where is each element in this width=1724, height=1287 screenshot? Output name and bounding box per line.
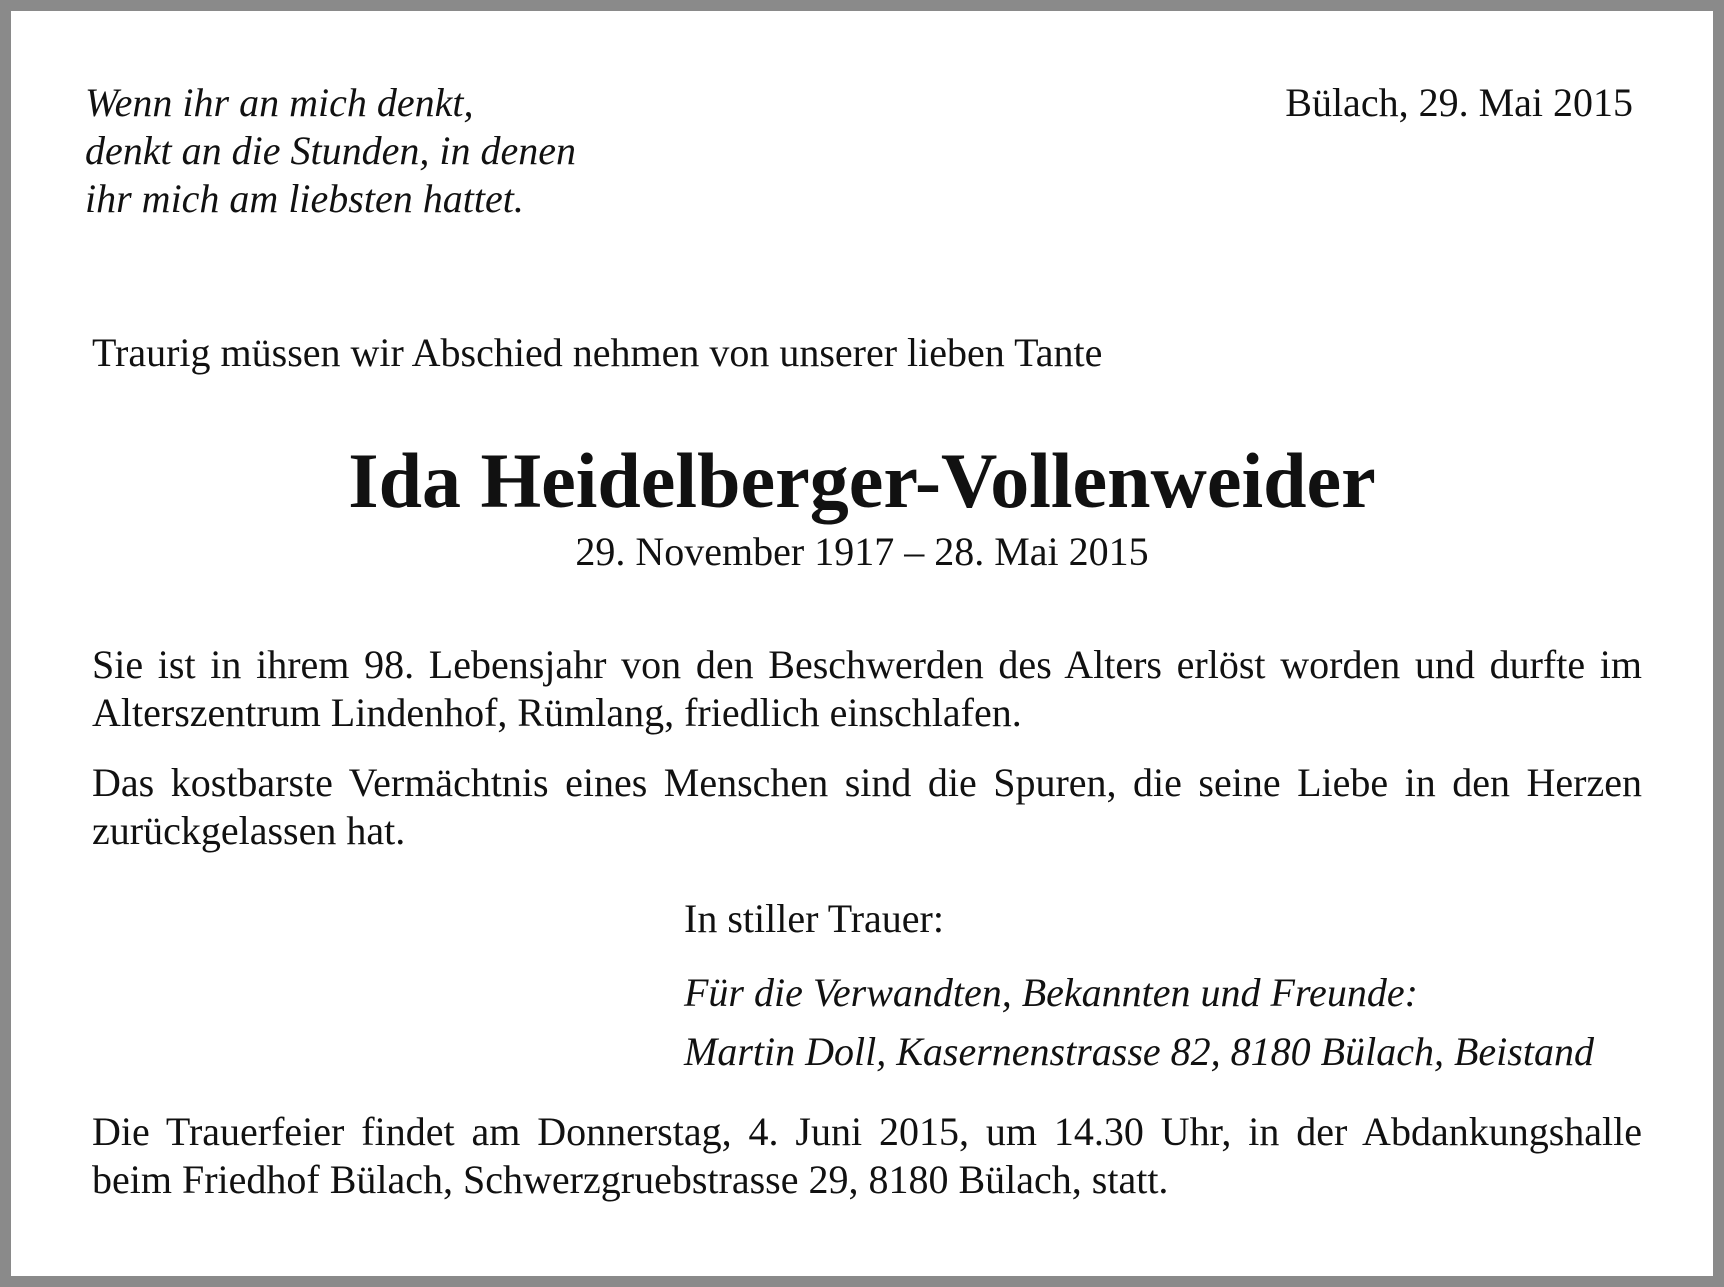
place-and-date: Bülach, 29. Mai 2015 [1285,80,1633,125]
obituary-page [11,11,1713,1276]
service-details: Die Trauerfeier findet am Donnerstag, 4. Juni 2015, um 14.30 Uhr, in der Abdankungshalle beim Friedhof Bülach, Schwerzgruebstrasse 29, 8180 Bülach, statt. [92,1109,1642,1202]
life-dates: 29. November 1917 – 28. Mai 2015 [575,529,1149,574]
quote-line: Wenn ihr an mich denkt, [85,80,474,125]
memorial-quote [85,79,576,223]
paragraph-passing: Sie ist in ihrem 98. Lebensjahr von den Beschwerden des Alters erlöst worden und durfte im Alterszentrum Lindenhof, Rümlang, friedlich einschlafen. [92,642,1642,735]
quote-line: ihr mich am liebsten hattet. [85,176,524,221]
paragraph-legacy: Das kostbarste Vermächtnis eines Menschen sind die Spuren, die seine Liebe in den Herzen zurückgelassen hat. [92,760,1642,853]
mourners-contact: Martin Doll, Kasernenstrasse 82, 8180 Bülach, Beistand [684,1029,1594,1074]
deceased-name: Ida Heidelberger-Vollenweider [348,437,1376,524]
mourners-relation: Für die Verwandten, Bekannten und Freunde: [684,970,1418,1015]
quote-line: denkt an die Stunden, in denen [85,128,576,173]
intro-line: Traurig müssen wir Abschied nehmen von unserer lieben Tante [92,330,1103,375]
mourning-heading: In stiller Trauer: [684,896,944,941]
